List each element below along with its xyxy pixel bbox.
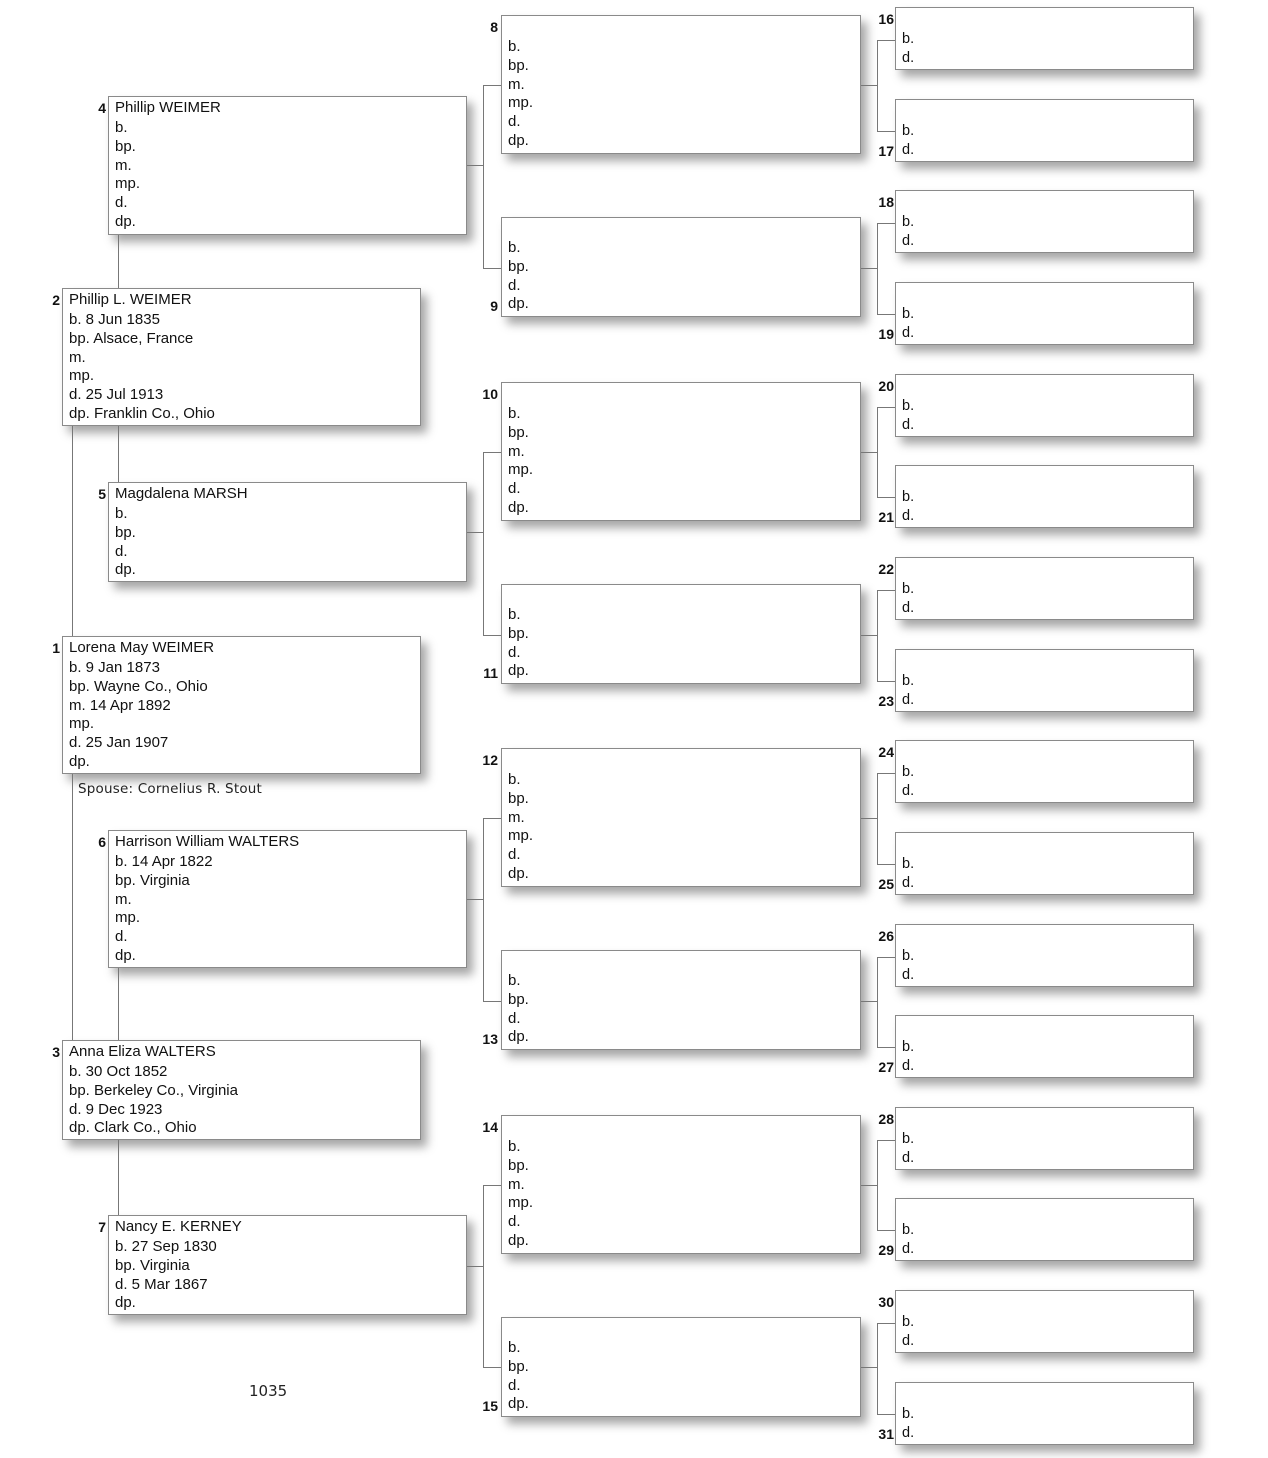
ahnentafel-number: 28 (878, 1111, 894, 1127)
person-detail: b. (902, 856, 915, 872)
connector-line (72, 426, 73, 636)
person-detail: b. (115, 505, 128, 522)
connector-line (467, 165, 483, 166)
connector-line (72, 774, 73, 1040)
connector-line (861, 452, 877, 453)
person-detail: d. (508, 1213, 521, 1231)
connector-line (877, 223, 895, 224)
chart-number: 1035 (249, 1382, 288, 1400)
connector-line (877, 223, 878, 314)
ahnentafel-number: 10 (482, 386, 498, 402)
person-name: Phillip WEIMER (115, 99, 221, 116)
person-detail: mp. (69, 715, 95, 733)
person-detail: d. (902, 232, 915, 249)
ahnentafel-number: 31 (878, 1426, 894, 1442)
connector-line (877, 590, 878, 681)
ahnentafel-number: 5 (98, 486, 106, 502)
connector-line (877, 1414, 895, 1415)
person-box-2[interactable] (62, 288, 421, 426)
connector-line (483, 268, 501, 269)
person-box-15[interactable] (501, 1317, 861, 1417)
person-detail: d. (902, 691, 915, 708)
person-detail: m. (508, 1175, 525, 1193)
connector-line (483, 1185, 501, 1186)
person-detail: b. (902, 214, 915, 230)
person-detail: d. (508, 276, 521, 294)
person-detail: m. (69, 348, 86, 366)
person-box-9[interactable] (501, 217, 861, 317)
person-box-3[interactable] (62, 1040, 421, 1140)
person-detail: b. (902, 1222, 915, 1238)
person-detail: b. (508, 1339, 521, 1356)
person-detail: dp. (508, 1231, 529, 1249)
person-detail: dp. Franklin Co., Ohio (69, 404, 215, 422)
person-box-28[interactable] (895, 1107, 1194, 1170)
person-detail: bp. (508, 1156, 529, 1174)
person-name: Phillip L. WEIMER (69, 291, 192, 308)
person-detail: d. (508, 1009, 521, 1027)
person-box-19[interactable] (895, 282, 1194, 345)
connector-line (877, 1047, 895, 1048)
connector-line (877, 1230, 895, 1231)
person-detail: b. (508, 38, 521, 55)
person-box-24[interactable] (895, 740, 1194, 803)
person-detail: d. (508, 1376, 521, 1394)
ahnentafel-number: 14 (482, 1119, 498, 1135)
connector-line (118, 426, 119, 482)
connector-line (877, 1140, 878, 1230)
connector-line (861, 85, 877, 86)
person-detail: d. (902, 1240, 915, 1257)
person-detail: d. (902, 1424, 915, 1441)
ahnentafel-number: 18 (878, 194, 894, 210)
person-detail: b. (902, 306, 915, 322)
connector-line (483, 1367, 501, 1368)
ahnentafel-number: 20 (878, 378, 894, 394)
person-box-12[interactable] (501, 748, 861, 887)
connector-line (877, 1140, 895, 1141)
connector-line (877, 773, 878, 864)
person-box-5[interactable] (108, 482, 467, 582)
ahnentafel-number: 19 (878, 326, 894, 342)
person-box-23[interactable] (895, 649, 1194, 712)
person-detail: dp. (508, 498, 529, 516)
person-name: Harrison William WALTERS (115, 833, 300, 850)
person-detail: d. (508, 643, 521, 661)
connector-line (877, 1323, 895, 1324)
person-box-14[interactable] (501, 1115, 861, 1254)
person-name: Magdalena MARSH (115, 485, 248, 502)
connector-line (861, 268, 877, 269)
person-detail: d. 5 Mar 1867 (115, 1275, 208, 1293)
connector-line (877, 681, 895, 682)
person-detail: b. 8 Jun 1835 (69, 311, 160, 328)
ahnentafel-number: 9 (490, 298, 498, 314)
person-detail: mp. (115, 909, 141, 927)
ahnentafel-number: 24 (878, 744, 894, 760)
connector-line (483, 1185, 484, 1367)
spouse-note: Spouse: Cornelius R. Stout (78, 781, 263, 797)
connector-line (861, 1001, 877, 1002)
person-detail: bp. (508, 990, 529, 1008)
connector-line (877, 957, 895, 958)
person-box-30[interactable] (895, 1290, 1194, 1353)
person-detail: b. 9 Jan 1873 (69, 659, 160, 676)
ahnentafel-number: 25 (878, 876, 894, 892)
person-box-1[interactable] (62, 636, 421, 774)
person-detail: dp. (115, 1294, 136, 1312)
person-detail: d. (902, 49, 915, 66)
person-detail: bp. (115, 137, 136, 155)
person-detail: d. (902, 416, 915, 433)
connector-line (877, 1323, 878, 1414)
person-detail: dp. (508, 295, 529, 313)
connector-line (118, 968, 119, 1040)
person-box-11[interactable] (501, 584, 861, 684)
person-detail: d. (508, 480, 521, 498)
person-detail: d. (902, 507, 915, 524)
person-detail: dp. Clark Co., Ohio (69, 1119, 197, 1137)
person-detail: bp. (508, 56, 529, 74)
person-detail: mp. (69, 367, 95, 385)
person-detail: m. (508, 75, 525, 93)
person-detail: bp. Alsace, France (69, 329, 194, 347)
connector-line (467, 1266, 483, 1267)
person-name: Nancy E. KERNEY (115, 1218, 242, 1235)
person-name: Lorena May WEIMER (69, 639, 215, 656)
ahnentafel-number: 17 (878, 143, 894, 159)
person-detail: b. 27 Sep 1830 (115, 1238, 217, 1255)
person-detail: bp. Virginia (115, 1256, 190, 1274)
person-detail: b. (508, 1138, 521, 1155)
person-detail: d. (902, 599, 915, 616)
person-box-13[interactable] (501, 950, 861, 1050)
person-detail: dp. (69, 752, 90, 770)
person-detail: dp. (115, 946, 136, 964)
connector-line (118, 235, 119, 288)
connector-line (877, 864, 895, 865)
person-detail: b. (508, 771, 521, 788)
ahnentafel-number: 15 (482, 1398, 498, 1414)
person-detail: b. (902, 398, 915, 414)
person-name: Anna Eliza WALTERS (69, 1043, 216, 1060)
person-detail: b. (902, 673, 915, 689)
person-box-18[interactable] (895, 190, 1194, 253)
connector-line (467, 532, 483, 533)
person-detail: dp. (508, 1395, 529, 1413)
person-detail: bp. (508, 624, 529, 642)
connector-line (877, 407, 895, 408)
person-detail: d. (902, 141, 915, 158)
connector-line (118, 1140, 119, 1215)
person-detail: bp. Virginia (115, 871, 190, 889)
person-detail: m. (115, 890, 132, 908)
person-box-22[interactable] (895, 557, 1194, 620)
person-box-31[interactable] (895, 1382, 1194, 1445)
ahnentafel-number: 4 (98, 100, 106, 116)
person-detail: m. (508, 808, 525, 826)
ahnentafel-number: 26 (878, 928, 894, 944)
ahnentafel-number: 27 (878, 1059, 894, 1075)
connector-line (861, 818, 877, 819)
person-box-6[interactable] (108, 830, 467, 968)
person-detail: b. (902, 1406, 915, 1422)
person-detail: dp. (115, 561, 136, 579)
person-detail: mp. (508, 1194, 534, 1212)
connector-line (877, 957, 878, 1047)
connector-line (877, 773, 895, 774)
person-box-20[interactable] (895, 374, 1194, 437)
connector-line (877, 40, 895, 41)
connector-line (877, 407, 878, 497)
connector-line (483, 1001, 501, 1002)
ahnentafel-number: 3 (52, 1044, 60, 1060)
person-detail: b. (902, 123, 915, 139)
person-detail: b. 14 Apr 1822 (115, 853, 213, 870)
person-detail: d. (902, 874, 915, 891)
ahnentafel-number: 11 (483, 665, 498, 681)
person-detail: b. (902, 948, 915, 964)
connector-line (483, 818, 501, 819)
person-detail: d. (115, 194, 128, 212)
person-detail: mp. (508, 827, 534, 845)
person-box-16[interactable] (895, 7, 1194, 70)
connector-line (877, 131, 895, 132)
person-box-26[interactable] (895, 924, 1194, 987)
person-detail: dp. (508, 662, 529, 680)
connector-line (861, 1367, 877, 1368)
ahnentafel-number: 16 (878, 11, 894, 27)
person-box-27[interactable] (895, 1015, 1194, 1078)
ahnentafel-number: 30 (878, 1294, 894, 1310)
person-detail: d. (902, 1057, 915, 1074)
person-box-7[interactable] (108, 1215, 467, 1315)
person-detail: b. (508, 606, 521, 623)
person-detail: b. (902, 764, 915, 780)
person-detail: mp. (508, 94, 534, 112)
person-detail: b. (115, 119, 128, 136)
connector-line (483, 85, 484, 268)
connector-line (483, 635, 501, 636)
connector-line (483, 818, 484, 1001)
person-detail: b. (902, 1314, 915, 1330)
connector-line (467, 899, 483, 900)
connector-line (877, 314, 895, 315)
person-detail: b. (902, 489, 915, 505)
person-detail: d. 9 Dec 1923 (69, 1100, 163, 1118)
person-detail: b. (902, 1131, 915, 1147)
person-detail: d. (508, 113, 521, 131)
person-detail: bp. (508, 789, 529, 807)
person-detail: d. (115, 542, 128, 560)
person-detail: bp. (508, 1357, 529, 1375)
connector-line (483, 452, 501, 453)
person-detail: d. (902, 324, 915, 341)
person-detail: d. (902, 1332, 915, 1349)
person-box-10[interactable] (501, 382, 861, 521)
person-detail: bp. Wayne Co., Ohio (69, 677, 208, 695)
person-detail: mp. (508, 461, 534, 479)
connector-line (877, 40, 878, 131)
person-detail: bp. (115, 523, 136, 541)
person-detail: b. (902, 1039, 915, 1055)
person-detail: bp. (508, 257, 529, 275)
connector-line (877, 590, 895, 591)
ahnentafel-number: 23 (878, 693, 894, 709)
person-detail: dp. (508, 131, 529, 149)
ahnentafel-number: 8 (490, 19, 498, 35)
connector-line (861, 635, 877, 636)
person-box-29[interactable] (895, 1198, 1194, 1261)
person-box-8[interactable] (501, 15, 861, 154)
person-detail: d. (115, 928, 128, 946)
person-detail: b. (508, 239, 521, 256)
ahnentafel-number: 2 (52, 292, 60, 308)
person-detail: m. (508, 442, 525, 460)
person-detail: b. (902, 31, 915, 47)
person-detail: m. 14 Apr 1892 (69, 696, 171, 714)
ahnentafel-number: 6 (98, 834, 106, 850)
person-detail: b. (508, 405, 521, 422)
person-detail: bp. (508, 423, 529, 441)
person-box-17[interactable] (895, 99, 1194, 162)
ahnentafel-number: 22 (878, 561, 894, 577)
person-detail: d. (902, 782, 915, 799)
person-detail: b. (508, 972, 521, 989)
person-detail: dp. (508, 864, 529, 882)
person-detail: d. (902, 966, 915, 983)
person-detail: bp. Berkeley Co., Virginia (69, 1081, 238, 1099)
connector-line (861, 1185, 877, 1186)
person-detail: dp. (508, 1028, 529, 1046)
person-detail: m. (115, 156, 132, 174)
person-detail: d. 25 Jan 1907 (69, 734, 169, 752)
ahnentafel-number: 7 (98, 1219, 106, 1235)
ahnentafel-number: 13 (482, 1031, 498, 1047)
ahnentafel-number: 1 (52, 640, 60, 656)
ahnentafel-number: 29 (878, 1242, 894, 1258)
connector-line (483, 85, 501, 86)
person-detail: mp. (115, 175, 141, 193)
person-detail: d. (508, 846, 521, 864)
connector-line (877, 497, 895, 498)
ahnentafel-number: 21 (878, 509, 894, 525)
person-detail: b. (902, 581, 915, 597)
person-detail: d. (902, 1149, 915, 1166)
person-box-4[interactable] (108, 96, 467, 235)
person-detail: dp. (115, 212, 136, 230)
person-box-21[interactable] (895, 465, 1194, 528)
person-detail: b. 30 Oct 1852 (69, 1063, 168, 1080)
connector-line (483, 452, 484, 635)
person-detail: d. 25 Jul 1913 (69, 386, 164, 404)
ahnentafel-number: 12 (482, 752, 498, 768)
person-box-25[interactable] (895, 832, 1194, 895)
